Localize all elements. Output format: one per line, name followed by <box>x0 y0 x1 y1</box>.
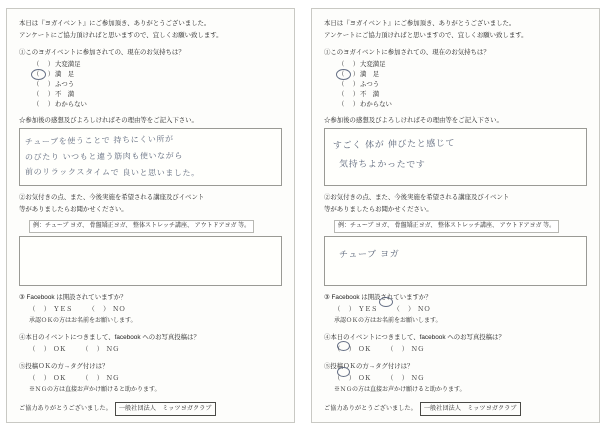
option-no[interactable] <box>393 305 430 315</box>
option-checkbox[interactable]: （ ） <box>29 374 52 382</box>
question-2-right <box>324 193 587 286</box>
question-5-options-right <box>334 374 587 384</box>
footer-right <box>324 402 587 416</box>
lead-line2-right: アンケートにご協力頂ければと思いますので、宜しくお願い致します。 <box>324 31 528 39</box>
question-2-left <box>19 193 282 286</box>
option-no[interactable] <box>88 305 125 315</box>
option-label: ふつう <box>55 80 75 88</box>
question-3-title-right: ③ Facebook は開設されていますか？ <box>324 293 432 301</box>
question-1-title-left: ①このヨガイベントに参加されての、現在のお気持ちは？ <box>19 48 185 56</box>
option-checkbox[interactable]: （ ） <box>338 70 361 78</box>
organization-stamp-left: 一般社団法人 ミッツヨガクラブ <box>115 402 216 416</box>
option-label: ふつう <box>360 80 380 88</box>
option-checkbox[interactable]: （ ） <box>33 60 56 68</box>
option-checkbox[interactable]: （ ） <box>33 90 56 98</box>
option-ng[interactable] <box>82 374 119 384</box>
question-5-options-left <box>29 374 282 384</box>
question-4-left <box>19 333 282 355</box>
question-4-options-left <box>29 345 282 355</box>
lead-paragraph-right <box>324 19 587 41</box>
lead-line1-left: 本日は『ヨガイベント』にご参加頂き、ありがとうございました。 <box>19 20 211 27</box>
option-checkbox[interactable]: （ ） <box>338 100 361 108</box>
option-label: 満 足 <box>55 70 75 78</box>
question-4-title-right: ④本日のイベントにつきまして、facebook へのお写真投稿は？ <box>324 333 505 341</box>
question-4-title-left: ④本日のイベントにつきまして、facebook へのお写真投稿は？ <box>19 333 200 341</box>
option-checkbox[interactable]: （ ） <box>29 305 52 313</box>
question-4-options-right <box>334 345 587 355</box>
free-text-box-q2-left[interactable] <box>19 236 282 286</box>
question-4-right <box>324 333 587 355</box>
option-checkbox[interactable]: （ ） <box>393 305 416 313</box>
question-5-title-right: ⑤投稿ＯＫの方→タグ付けは？ <box>324 362 414 370</box>
option-ng[interactable] <box>387 374 424 384</box>
question-1-note-right: ☆参加後の感想及びよろしければその理由等をご記入下さい。 <box>324 116 503 124</box>
question-1-options-right <box>338 60 587 110</box>
option-row[interactable] <box>338 70 587 80</box>
free-text-box-q2-right[interactable] <box>324 236 587 286</box>
option-label: わからない <box>360 100 392 108</box>
handwriting-line: チューブを使うことで 持ちにくい所が <box>24 134 174 147</box>
question-1-options-left <box>33 60 282 110</box>
option-ok[interactable] <box>29 374 66 384</box>
option-row[interactable] <box>33 70 282 80</box>
option-label: わからない <box>55 100 87 108</box>
free-text-box-q1-left[interactable] <box>19 128 282 186</box>
option-checkbox[interactable]: （ ） <box>334 345 357 353</box>
lead-paragraph-left <box>19 19 282 41</box>
option-label: ＮＯ <box>112 305 126 313</box>
option-label: 大変満足 <box>55 60 81 68</box>
question-3-note-left: 承認ＯＫの方はお名前をお願いします。 <box>29 317 137 324</box>
handwriting-line: すごく 体が 伸びたと感じて <box>332 138 456 151</box>
question-3-options-right <box>334 305 587 315</box>
handwriting-line: チューブ ヨガ <box>338 249 400 261</box>
question-5-left <box>19 362 282 395</box>
closing-text-left: ご協力ありがとうございました。 <box>19 404 112 412</box>
option-yes[interactable] <box>29 305 72 315</box>
organization-stamp-right: 一般社団法人 ミッツヨガクラブ <box>420 402 521 416</box>
handwriting-line: 気持ちよかったです <box>338 159 426 171</box>
option-label: ＯＫ <box>53 345 66 353</box>
option-label: ＮＧ <box>411 345 424 353</box>
question-1-title-right: ①このヨガイベントに参加されての、現在のお気持ちは？ <box>324 48 490 56</box>
question-5-right <box>324 362 587 395</box>
handwriting-line: 前のリラックスタイムで 良いと思いました。 <box>24 166 200 178</box>
option-label: 大変満足 <box>360 60 386 68</box>
option-label: ＮＧ <box>411 374 424 382</box>
option-label: ＮＧ <box>106 345 119 353</box>
option-row[interactable] <box>338 80 587 90</box>
question-2-title-line1-right: ②お気付きの点、また、今後実施を希望される講座及びイベント <box>324 193 510 201</box>
lead-line2-left: アンケートにご協力頂ければと思いますので、宜しくお願い致します。 <box>19 31 223 39</box>
survey-page-left <box>6 8 295 423</box>
question-3-options-left <box>29 305 282 315</box>
question-3-title-left: ③ Facebook は開設されていますか？ <box>19 293 127 301</box>
option-label: ＹＥＳ <box>358 305 378 313</box>
option-checkbox[interactable]: （ ） <box>29 345 52 353</box>
question-2-example-left: 例：チューブ ヨガ、 骨盤矯正ヨガ、 整体ストレッチ講座、 アウトドアヨガ 等。 <box>29 220 254 233</box>
option-checkbox[interactable]: （ ） <box>386 345 410 353</box>
survey-page-right <box>311 8 600 423</box>
question-3-note-right: 承認ＯＫの方はお名前をお願いします。 <box>334 317 442 324</box>
question-5-note-right: ※ＮＧの方は直接お声かけ願けると助かります。 <box>334 386 466 393</box>
option-checkbox[interactable]: （ ） <box>81 345 105 353</box>
question-5-note-left: ※ＮＧの方は直接お声かけ願けると助かります。 <box>29 386 161 393</box>
option-label: ＮＧ <box>106 374 119 382</box>
option-label: ＯＫ <box>53 374 66 382</box>
option-checkbox[interactable]: （ ） <box>386 374 410 382</box>
option-ng[interactable] <box>387 345 424 355</box>
option-checkbox[interactable]: （ ） <box>334 305 357 313</box>
option-ng[interactable] <box>82 345 119 355</box>
closing-text-right: ご協力ありがとうございました。 <box>324 404 417 412</box>
question-2-example-right: 例：チューブ ヨガ、 骨盤矯正ヨガ、 整体ストレッチ講座、 アウトドアヨガ 等。 <box>334 220 559 233</box>
question-2-title-line2-right: 等がありましたらお聞かせください。 <box>324 205 433 213</box>
free-text-box-q1-right[interactable] <box>324 128 587 186</box>
option-label: ＹＥＳ <box>53 305 73 313</box>
question-3-left <box>19 293 282 326</box>
option-label: 満 足 <box>360 70 380 78</box>
option-row[interactable] <box>33 60 282 70</box>
option-label: ＮＯ <box>417 305 431 313</box>
question-2-title-line2-left: 等がありましたらお聞かせください。 <box>19 205 128 213</box>
footer-left <box>19 402 282 416</box>
option-checkbox[interactable]: （ ） <box>33 70 56 78</box>
option-row[interactable] <box>338 60 587 70</box>
question-1-note-left: ☆参加後の感想及びよろしければその理由等をご記入下さい。 <box>19 116 198 124</box>
option-label: ＯＫ <box>358 374 371 382</box>
option-label: 不 満 <box>360 90 380 98</box>
option-checkbox[interactable]: （ ） <box>338 60 361 68</box>
option-row[interactable] <box>338 90 587 100</box>
question-3-right <box>324 293 587 326</box>
option-checkbox[interactable]: （ ） <box>33 100 56 108</box>
option-label: 不 満 <box>55 90 75 98</box>
option-checkbox[interactable]: （ ） <box>88 305 111 313</box>
question-1-left <box>19 48 282 186</box>
option-ok[interactable] <box>334 345 371 355</box>
handwriting-line: のびたり いつもと違う筋肉も使いながら <box>24 150 183 162</box>
option-row[interactable] <box>33 80 282 90</box>
option-ok[interactable] <box>334 374 371 384</box>
question-1-right <box>324 48 587 186</box>
option-checkbox[interactable]: （ ） <box>33 80 56 88</box>
option-checkbox[interactable]: （ ） <box>338 90 361 98</box>
lead-line1-right: 本日は『ヨガイベント』にご参加頂き、ありがとうございました。 <box>324 20 516 27</box>
option-label: ＯＫ <box>358 345 371 353</box>
option-row[interactable] <box>33 90 282 100</box>
option-yes[interactable] <box>334 305 377 315</box>
option-ok[interactable] <box>29 345 66 355</box>
option-checkbox[interactable]: （ ） <box>81 374 105 382</box>
question-5-title-left: ⑤投稿ＯＫの方→タグ付けは？ <box>19 362 109 370</box>
option-row[interactable] <box>338 100 587 110</box>
question-2-title-line1-left: ②お気付きの点、また、今後実施を希望される講座及びイベント <box>19 193 205 201</box>
option-checkbox[interactable]: （ ） <box>334 374 357 382</box>
option-checkbox[interactable]: （ ） <box>338 80 361 88</box>
option-row[interactable] <box>33 100 282 110</box>
